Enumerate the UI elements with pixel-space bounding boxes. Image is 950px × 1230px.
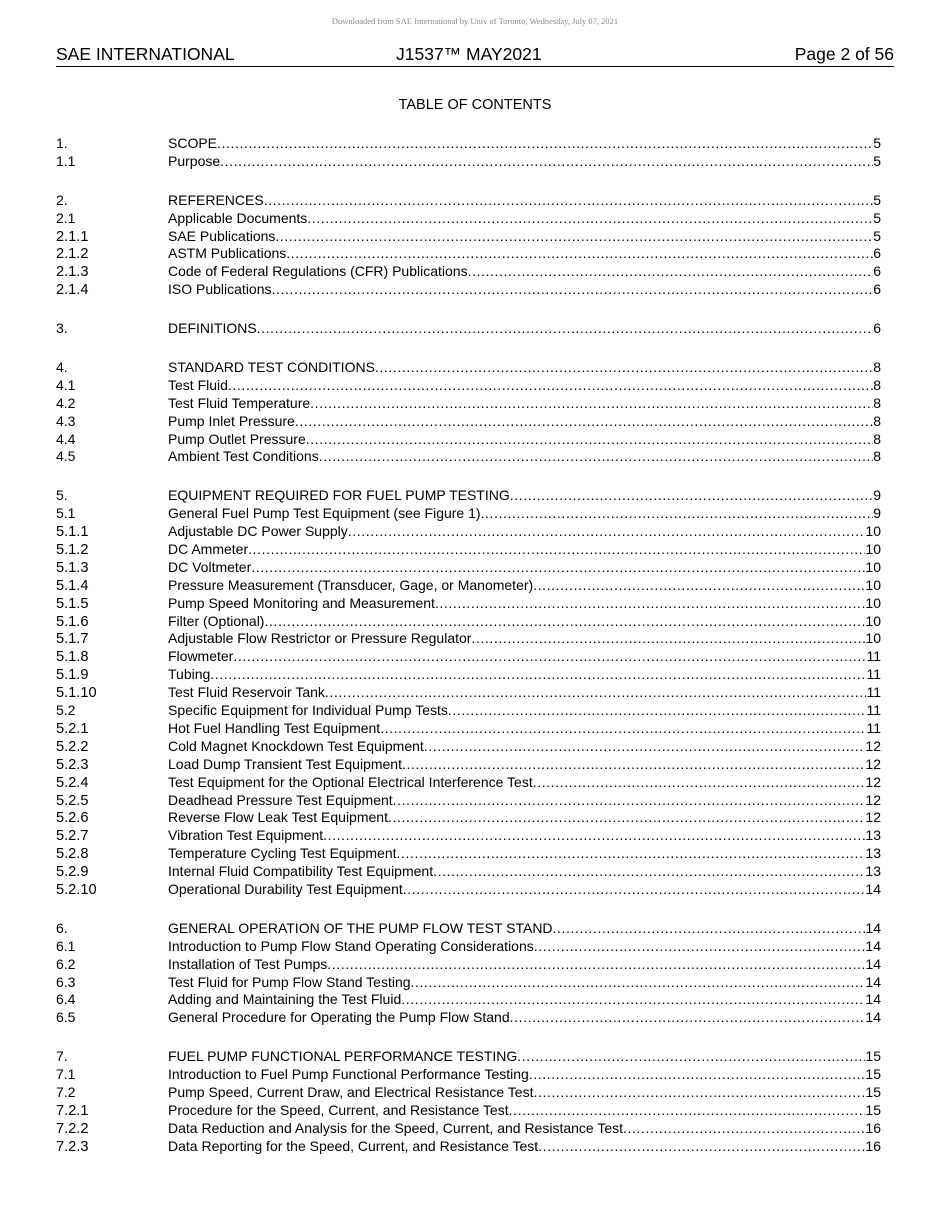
toc-entry-title: Test Equipment for the Optional Electrical Interference Test (168, 773, 533, 790)
toc-dot-leader (228, 377, 873, 395)
toc-entry[interactable] (56, 1048, 881, 1066)
toc-dot-leader (424, 738, 866, 756)
toc-dot-leader (403, 881, 866, 899)
toc-entry-page: 6 (873, 281, 881, 298)
toc-section (56, 920, 881, 1027)
toc-dot-leader (411, 974, 866, 992)
toc-section (56, 320, 881, 338)
toc-entry-page: 14 (865, 1009, 881, 1026)
toc-dot-leader (509, 1102, 866, 1120)
toc-entry-number: 5.1.6 (56, 613, 89, 630)
toc-entry-page: 13 (865, 845, 881, 862)
toc-entry-number: 4.2 (56, 394, 76, 411)
toc-section (56, 192, 881, 299)
toc-dot-leader (481, 505, 874, 523)
toc-entry[interactable] (56, 228, 881, 246)
toc-entry-title: DC Ammeter (168, 541, 249, 558)
toc-entry-number: 7. (56, 1048, 68, 1065)
toc-entry-title: ISO Publications (168, 281, 272, 298)
toc-entry[interactable] (56, 938, 881, 956)
toc-entry-page: 14 (865, 937, 881, 954)
toc-entry[interactable] (56, 630, 881, 648)
toc-dot-leader (264, 192, 874, 210)
toc-entry-page: 15 (865, 1048, 881, 1065)
download-watermark: Downloaded from SAE International by Univ of Toronto, Wednesday, July 07, 2021 (331, 16, 619, 26)
toc-entry-title: Test Fluid for Pump Flow Stand Testing (168, 973, 411, 990)
toc-entry[interactable] (56, 377, 881, 395)
toc-entry-number: 5.2.9 (56, 864, 89, 881)
toc-entry[interactable] (56, 320, 881, 338)
toc-entry-page: 14 (865, 991, 881, 1008)
header-doc-id: J1537™ MAY2021 (396, 44, 542, 64)
toc-entry-number: 5.2.6 (56, 810, 89, 827)
toc-entry-number: 2.1 (56, 209, 76, 226)
toc-entry-page: 10 (865, 558, 881, 575)
toc-dot-leader (397, 845, 866, 863)
toc-entry-page: 12 (865, 809, 881, 826)
toc-dot-leader (517, 1048, 865, 1066)
toc-entry-number: 2.1.2 (56, 246, 89, 263)
toc-entry-title: Test Fluid Reservoir Tank (168, 684, 325, 701)
toc-entry-number: 4. (56, 359, 68, 376)
header-page-number: Page 2 of 56 (794, 44, 894, 64)
toc-dot-leader (529, 1066, 866, 1084)
toc-dot-leader (217, 135, 873, 153)
toc-entry[interactable] (56, 863, 881, 881)
toc-entry[interactable] (56, 956, 881, 974)
toc-dot-leader (327, 956, 865, 974)
toc-entry-number: 1. (56, 135, 68, 151)
toc-entry[interactable] (56, 395, 881, 413)
toc-entry-number: 5.1.4 (56, 577, 89, 594)
toc-entry[interactable] (56, 684, 881, 702)
toc-title: TABLE OF CONTENTS (398, 97, 552, 113)
toc-entry-number: 5.1.1 (56, 524, 89, 541)
toc-entry-title: Vibration Test Equipment (168, 827, 324, 844)
toc-entry-page: 5 (873, 209, 881, 226)
toc-entry-number: 5.1.7 (56, 631, 89, 648)
toc-entry-number: 7.2.2 (56, 1120, 89, 1137)
toc-entry[interactable] (56, 738, 881, 756)
toc-entry[interactable] (56, 827, 881, 845)
toc-dot-leader (448, 702, 867, 720)
toc-entry-title: Specific Equipment for Individual Pump Tests (168, 702, 448, 719)
toc-entry-title: Flowmeter (168, 648, 234, 665)
toc-entry-number: 5.1.5 (56, 595, 89, 612)
toc-entry[interactable] (56, 359, 881, 377)
toc-entry[interactable] (56, 431, 881, 449)
toc-dot-leader (623, 1120, 865, 1138)
toc-section (56, 487, 881, 898)
toc-entry-title: Pump Speed Monitoring and Measurement (168, 594, 435, 611)
toc-dot-leader (433, 863, 865, 881)
toc-entry[interactable] (56, 448, 881, 466)
toc-entry-number: 4.5 (56, 448, 76, 465)
toc-entry-page: 11 (866, 666, 881, 683)
toc-entry-page: 8 (873, 394, 881, 411)
toc-dot-leader (272, 281, 874, 299)
toc-entry-title: Test Fluid Temperature (168, 394, 311, 411)
toc-entry-page: 10 (865, 594, 881, 611)
toc-entry-number: 5.2.3 (56, 756, 89, 773)
toc-entry-page: 12 (865, 773, 881, 790)
toc-entry-page: 5 (873, 191, 881, 208)
toc-dot-leader (533, 1084, 865, 1102)
toc-entry-title: Adjustable DC Power Supply (168, 523, 348, 540)
toc-entry-title: Pump Outlet Pressure (168, 430, 306, 447)
toc-dot-leader (510, 487, 873, 505)
toc-dot-leader (538, 1138, 865, 1156)
page-header (56, 44, 894, 67)
toc-entry-page: 16 (865, 1137, 881, 1154)
toc-entry-page: 6 (873, 263, 881, 280)
toc-entry-title: Temperature Cycling Test Equipment (168, 845, 397, 862)
toc-entry-number: 5.2.5 (56, 792, 89, 809)
toc-entry[interactable] (56, 845, 881, 863)
toc-entry-page: 16 (865, 1119, 881, 1136)
toc-section (56, 359, 881, 466)
toc-entry-number: 6.3 (56, 973, 76, 990)
toc-entry-title: Procedure for the Speed, Current, and Resistance Test (168, 1101, 509, 1118)
toc-entry-title: Hot Fuel Handling Test Equipment (168, 719, 381, 736)
toc-entry-page: 9 (873, 505, 881, 522)
toc-entry-number: 6.1 (56, 937, 76, 954)
toc-entry-title: Pump Inlet Pressure (168, 412, 295, 429)
toc-dot-leader (210, 666, 866, 684)
toc-entry-page: 14 (865, 919, 881, 936)
toc-entry-title: STANDARD TEST CONDITIONS (168, 359, 375, 376)
toc-entry-page: 5 (873, 152, 881, 169)
toc-entry-page: 14 (865, 955, 881, 972)
toc-entry[interactable] (56, 263, 881, 281)
header-org: SAE INTERNATIONAL (56, 44, 235, 64)
toc-entry-number: 5.2.10 (56, 881, 97, 898)
toc-entry-number: 6.4 (56, 991, 76, 1008)
toc-entry-title: Test Fluid (168, 376, 228, 393)
toc-entry-number: 5.2.7 (56, 828, 89, 845)
toc-entry[interactable] (56, 720, 881, 738)
toc-entry[interactable] (56, 881, 881, 899)
toc-entry[interactable] (56, 413, 881, 431)
toc-entry-number: 4.1 (56, 376, 76, 393)
toc-entry-number: 2.1.4 (56, 282, 89, 299)
toc-entry-number: 7.2.3 (56, 1138, 89, 1155)
toc-entry-number: 6. (56, 919, 68, 936)
toc-dot-leader (319, 448, 873, 466)
toc-entry-number: 5.1 (56, 505, 76, 522)
toc-entry-title: Tubing (168, 666, 211, 683)
toc-entry-title: DC Voltmeter (168, 558, 252, 575)
toc-dot-leader (220, 153, 873, 171)
toc-entry-title: Introduction to Pump Flow Stand Operating Considerations (168, 937, 534, 954)
toc-entry-page: 8 (873, 376, 881, 393)
toc-entry-page: 8 (873, 430, 881, 447)
toc-entry-number: 5.2.1 (56, 720, 89, 737)
toc-entry-number: 3. (56, 320, 68, 337)
toc-entry-page: 12 (865, 791, 881, 808)
toc-dot-leader (306, 431, 873, 449)
toc-entry-page: 9 (873, 487, 881, 504)
toc-entry-title: Adding and Maintaining the Test Fluid (168, 991, 402, 1008)
toc-dot-leader (534, 938, 866, 956)
toc-entry-page: 13 (865, 827, 881, 844)
toc-entry[interactable] (56, 245, 881, 263)
toc-entry-number: 7.2.1 (56, 1102, 89, 1119)
toc-entry-number: 6.5 (56, 1009, 76, 1026)
toc-entry-number: 4.4 (56, 430, 76, 447)
toc-entry-title: Cold Magnet Knockdown Test Equipment (168, 737, 424, 754)
toc-entry[interactable] (56, 192, 881, 210)
toc-dot-leader (388, 809, 865, 827)
toc-entry-number: 4.3 (56, 412, 76, 429)
toc-entry-page: 14 (865, 880, 881, 897)
toc-entry[interactable] (56, 541, 881, 559)
toc-dot-leader (380, 720, 866, 738)
toc-dot-leader (323, 827, 865, 845)
toc-section (56, 135, 881, 171)
toc-entry-number: 5.2.2 (56, 738, 89, 755)
toc-dot-leader (257, 320, 874, 338)
toc-entry-number: 2.1.1 (56, 228, 89, 245)
toc-entry-number: 5.2.8 (56, 846, 89, 863)
toc-entry-page: 5 (873, 227, 881, 244)
toc-entry-page: 15 (865, 1066, 881, 1083)
toc-dot-leader (553, 920, 866, 938)
toc-entry-number: 5. (56, 487, 68, 504)
toc-entry[interactable] (56, 1120, 881, 1138)
toc-dot-leader (402, 756, 865, 774)
toc-entry[interactable] (56, 577, 881, 595)
toc-entry-page: 13 (865, 863, 881, 880)
toc-entry-title: EQUIPMENT REQUIRED FOR FUEL PUMP TESTING (168, 487, 510, 504)
toc-entry-page: 10 (865, 541, 881, 558)
toc-entry-page: 11 (866, 702, 881, 719)
toc-entry-title: Installation of Test Pumps (168, 955, 328, 972)
toc-entry-page: 10 (865, 523, 881, 540)
toc-entry-page: 12 (865, 755, 881, 772)
toc-entry-number: 7.2 (56, 1083, 76, 1100)
toc-entry-title: SCOPE (168, 135, 218, 151)
toc-entry-title: ASTM Publications (168, 245, 287, 262)
toc-entry-number: 5.1.10 (56, 685, 97, 702)
toc-entry-title: Applicable Documents (168, 209, 308, 226)
toc-entry-title: Pressure Measurement (Transducer, Gage, or Manometer) (168, 576, 534, 593)
toc-entry-number: 2. (56, 191, 68, 208)
toc-entry-title: Adjustable Flow Restrictor or Pressure Regulator (168, 630, 472, 647)
toc-entry[interactable] (56, 809, 881, 827)
toc-entry-page: 10 (865, 630, 881, 647)
toc-entry-page: 8 (873, 448, 881, 465)
toc-entry[interactable] (56, 135, 881, 153)
toc-entry-number: 5.1.3 (56, 559, 89, 576)
toc-entry-title: Purpose (168, 152, 221, 169)
toc-entry[interactable] (56, 487, 881, 505)
toc-dot-leader (233, 648, 866, 666)
toc-entry[interactable] (56, 648, 881, 666)
toc-entry-title: General Fuel Pump Test Equipment (see Figure 1) (168, 505, 481, 522)
toc-entry[interactable] (56, 1009, 881, 1027)
toc-entry[interactable] (56, 756, 881, 774)
toc-dot-leader (251, 559, 865, 577)
toc-entry-page: 8 (873, 359, 881, 376)
toc-entry-title: REFERENCES (168, 191, 264, 208)
toc-entry-title: Load Dump Transient Test Equipment (168, 755, 402, 772)
toc-entry-title: Introduction to Fuel Pump Functional Performance Testing (168, 1066, 529, 1083)
toc-dot-leader (435, 595, 865, 613)
toc-entry-number: 2.1.3 (56, 264, 89, 281)
toc-entry[interactable] (56, 595, 881, 613)
toc-entry-number: 5.1.8 (56, 649, 89, 666)
toc-entry-page: 14 (865, 973, 881, 990)
toc-entry-page: 15 (865, 1083, 881, 1100)
toc-entry-title: Deadhead Pressure Test Equipment (168, 791, 393, 808)
toc-entry[interactable] (56, 523, 881, 541)
toc-entry-page: 12 (865, 737, 881, 754)
toc-dot-leader (468, 263, 874, 281)
toc-entry-title: Reverse Flow Leak Test Equipment (168, 809, 388, 826)
toc-entry-number: 6.2 (56, 955, 76, 972)
toc-entry[interactable] (56, 505, 881, 523)
toc-dot-leader (348, 523, 866, 541)
toc-entry-title: DEFINITIONS (168, 320, 257, 337)
toc-entry[interactable] (56, 1102, 881, 1120)
toc-entry[interactable] (56, 153, 881, 171)
toc-entry[interactable] (56, 559, 881, 577)
toc-dot-leader (286, 245, 873, 263)
toc-entry-page: 11 (866, 648, 881, 665)
toc-dot-leader (325, 684, 867, 702)
toc-entry-number: 5.1.9 (56, 667, 89, 684)
toc-entry-title: FUEL PUMP FUNCTIONAL PERFORMANCE TESTING (168, 1048, 518, 1065)
toc-dot-leader (307, 210, 873, 228)
toc-entry[interactable] (56, 991, 881, 1009)
toc-dot-leader (295, 413, 873, 431)
toc-dot-leader (393, 792, 866, 810)
toc-entry-title: Internal Fluid Compatibility Test Equipment (168, 863, 434, 880)
toc-entry[interactable] (56, 702, 881, 720)
toc-entry-title: Operational Durability Test Equipment (168, 880, 403, 897)
toc-entry[interactable] (56, 920, 881, 938)
toc-entry-page: 10 (865, 612, 881, 629)
toc-dot-leader (533, 577, 865, 595)
toc-entry-number: 5.2 (56, 702, 76, 719)
toc-entry[interactable] (56, 666, 881, 684)
toc-entry-title: Data Reduction and Analysis for the Speed, Current, and Resistance Test (168, 1119, 624, 1136)
toc-entry-title: Pump Speed, Current Draw, and Electrical Resistance Test (168, 1083, 534, 1100)
table-of-contents (56, 135, 881, 1177)
toc-entry[interactable] (56, 974, 881, 992)
toc-entry[interactable] (56, 774, 881, 792)
toc-entry-number: 5.2.4 (56, 774, 89, 791)
toc-entry-title: SAE Publications (168, 227, 276, 244)
toc-entry[interactable] (56, 792, 881, 810)
toc-entry[interactable] (56, 281, 881, 299)
toc-dot-leader (375, 359, 873, 377)
toc-entry-page: 5 (873, 135, 881, 151)
toc-dot-leader (248, 541, 865, 559)
toc-entry-title: Data Reporting for the Speed, Current, and Resistance Test (168, 1137, 539, 1154)
toc-entry-title: GENERAL OPERATION OF THE PUMP FLOW TEST STAND (168, 919, 553, 936)
toc-dot-leader (510, 1009, 866, 1027)
toc-dot-leader (401, 991, 865, 1009)
toc-entry-title: Filter (Optional) (168, 612, 265, 629)
toc-entry-number: 1.1 (56, 152, 76, 169)
toc-entry-page: 11 (866, 719, 881, 736)
toc-dot-leader (310, 395, 873, 413)
toc-section (56, 1048, 881, 1155)
toc-entry[interactable] (56, 210, 881, 228)
toc-entry[interactable] (56, 613, 881, 631)
toc-entry[interactable] (56, 1138, 881, 1156)
toc-entry[interactable] (56, 1066, 881, 1084)
toc-entry-page: 10 (865, 576, 881, 593)
toc-entry-title: Code of Federal Regulations (CFR) Publications (168, 263, 468, 280)
toc-entry-page: 8 (873, 412, 881, 429)
toc-dot-leader (264, 613, 865, 631)
toc-dot-leader (275, 228, 873, 246)
toc-dot-leader (533, 774, 866, 792)
toc-entry-page: 6 (873, 245, 881, 262)
toc-entry-page: 11 (866, 684, 881, 701)
toc-dot-leader (471, 630, 865, 648)
toc-entry-title: General Procedure for Operating the Pump Flow Stand (168, 1009, 510, 1026)
toc-entry-title: Ambient Test Conditions (168, 448, 319, 465)
toc-entry-page: 15 (865, 1101, 881, 1118)
toc-entry-number: 7.1 (56, 1066, 76, 1083)
toc-entry-page: 6 (873, 320, 881, 337)
toc-entry[interactable] (56, 1084, 881, 1102)
toc-entry-number: 5.1.2 (56, 542, 89, 559)
